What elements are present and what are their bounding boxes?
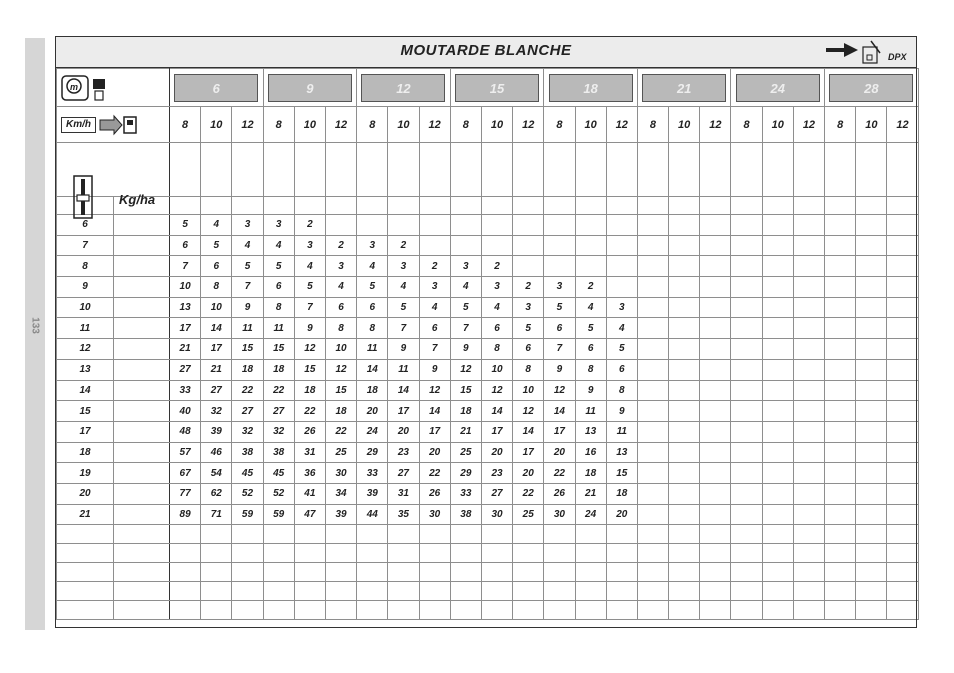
table-cell: 27	[232, 401, 263, 422]
table-cell: 67	[170, 463, 201, 484]
table-cell: 10	[481, 359, 512, 380]
table-cell: 21	[170, 339, 201, 360]
table-cell: 8	[201, 277, 232, 298]
table-cell: 3	[294, 235, 325, 256]
table-cell: 26	[544, 483, 575, 504]
table-cell: 31	[294, 442, 325, 463]
table-cell: 2	[481, 256, 512, 277]
table-cell: 6	[263, 277, 294, 298]
table-cell: 38	[232, 442, 263, 463]
table-cell: 18	[263, 359, 294, 380]
table-cell: 3	[232, 215, 263, 236]
table-cell: 44	[357, 504, 388, 525]
table-cell: 18	[357, 380, 388, 401]
table-cell: 23	[481, 463, 512, 484]
table-cell: 3	[606, 297, 637, 318]
table-cell: 22	[294, 401, 325, 422]
table-cell: 9	[544, 359, 575, 380]
table-cell: 20	[388, 421, 419, 442]
table-cell: 14	[357, 359, 388, 380]
table-cell: 27	[481, 483, 512, 504]
sub-speed-header: 8	[263, 107, 294, 143]
table-cell: 18	[606, 483, 637, 504]
table-cell: 27	[263, 401, 294, 422]
speed-group-label: 15	[455, 74, 539, 102]
row-label: 15	[57, 401, 114, 422]
table-cell: 8	[575, 359, 606, 380]
table-cell: 9	[294, 318, 325, 339]
table-cell: 7	[450, 318, 481, 339]
row-label: 6	[57, 215, 114, 236]
table-cell: 23	[388, 442, 419, 463]
table-cell: 4	[450, 277, 481, 298]
table-cell: 22	[419, 463, 450, 484]
row-label: 18	[57, 442, 114, 463]
row-label: 8	[57, 256, 114, 277]
table-cell: 15	[325, 380, 356, 401]
table-cell: 15	[232, 339, 263, 360]
table-cell: 30	[325, 463, 356, 484]
speed-group-label: 6	[174, 74, 258, 102]
table-cell: 5	[606, 339, 637, 360]
table-cell: 54	[201, 463, 232, 484]
kgha-label: Kg/ha	[119, 191, 156, 207]
sub-speed-header: 10	[856, 107, 887, 143]
table-cell: 32	[232, 421, 263, 442]
table-cell: 20	[357, 401, 388, 422]
sub-speed-header: 8	[544, 107, 575, 143]
table-cell: 3	[325, 256, 356, 277]
table-cell: 5	[388, 297, 419, 318]
sub-speed-header: 8	[357, 107, 388, 143]
table-cell: 29	[357, 442, 388, 463]
table-cell: 5	[201, 235, 232, 256]
table-cell: 24	[575, 504, 606, 525]
table-cell: 3	[544, 277, 575, 298]
sub-speed-header: 12	[887, 107, 918, 143]
sub-speed-header: 10	[481, 107, 512, 143]
sub-speed-header: 12	[325, 107, 356, 143]
table-cell: 8	[606, 380, 637, 401]
sub-speed-header: 8	[825, 107, 856, 143]
table-cell: 17	[388, 401, 419, 422]
table-cell: 21	[201, 359, 232, 380]
table-cell: 5	[357, 277, 388, 298]
table-cell: 4	[357, 256, 388, 277]
speed-group-label: 12	[361, 74, 445, 102]
table-cell: 17	[170, 318, 201, 339]
table-cell: 11	[388, 359, 419, 380]
sub-speed-header: 10	[762, 107, 793, 143]
table-cell: 2	[419, 256, 450, 277]
table-cell: 4	[575, 297, 606, 318]
table-cell: 12	[294, 339, 325, 360]
table-cell: 2	[513, 277, 544, 298]
table-cell: 32	[263, 421, 294, 442]
table-cell: 10	[325, 339, 356, 360]
table-cell: 16	[575, 442, 606, 463]
table-cell: 17	[544, 421, 575, 442]
table-cell: 9	[232, 297, 263, 318]
table-cell: 6	[419, 318, 450, 339]
table-cell: 3	[513, 297, 544, 318]
table-cell: 39	[201, 421, 232, 442]
table-cell: 33	[357, 463, 388, 484]
table-cell: 5	[232, 256, 263, 277]
dpx-label: DPX	[888, 52, 907, 62]
table-cell: 24	[357, 421, 388, 442]
table-cell: 8	[325, 318, 356, 339]
speed-group-label: 24	[736, 74, 820, 102]
table-cell: 7	[419, 339, 450, 360]
table-cell: 46	[201, 442, 232, 463]
table-cell: 5	[575, 318, 606, 339]
row-label: 13	[57, 359, 114, 380]
table-cell: 38	[450, 504, 481, 525]
table-cell: 22	[513, 483, 544, 504]
table-cell: 4	[294, 256, 325, 277]
table-cell: 12	[450, 359, 481, 380]
table-cell: 12	[481, 380, 512, 401]
table-cell: 30	[481, 504, 512, 525]
table-cell: 2	[294, 215, 325, 236]
table-cell: 6	[606, 359, 637, 380]
table-cell: 22	[544, 463, 575, 484]
table-cell: 52	[232, 483, 263, 504]
table-cell: 40	[170, 401, 201, 422]
table-cell: 9	[606, 401, 637, 422]
table-cell: 41	[294, 483, 325, 504]
table-cell: 35	[388, 504, 419, 525]
table-cell: 5	[450, 297, 481, 318]
row-label: 10	[57, 297, 114, 318]
table-cell: 8	[357, 318, 388, 339]
table-cell: 7	[388, 318, 419, 339]
table-cell: 6	[575, 339, 606, 360]
table-cell: 5	[263, 256, 294, 277]
table-cell: 59	[232, 504, 263, 525]
table-cell: 11	[263, 318, 294, 339]
page-number: 133	[29, 317, 41, 334]
table-cell: 12	[513, 401, 544, 422]
table-cell: 27	[388, 463, 419, 484]
table-cell: 20	[419, 442, 450, 463]
sub-speed-header: 10	[201, 107, 232, 143]
table-cell: 6	[170, 235, 201, 256]
table-cell: 45	[232, 463, 263, 484]
table-cell: 7	[294, 297, 325, 318]
row-label: 20	[57, 483, 114, 504]
table-cell: 9	[419, 359, 450, 380]
table-cell: 12	[544, 380, 575, 401]
table-cell: 21	[450, 421, 481, 442]
table-cell: 31	[388, 483, 419, 504]
table-cell: 48	[170, 421, 201, 442]
kmh-label: Km/h	[61, 117, 96, 133]
table-cell: 39	[357, 483, 388, 504]
table-cell: 3	[388, 256, 419, 277]
table-cell: 21	[575, 483, 606, 504]
table-cell: 3	[357, 235, 388, 256]
page-title: MOUTARDE BLANCHE	[400, 42, 572, 59]
table-cell: 9	[388, 339, 419, 360]
row-label: 12	[57, 339, 114, 360]
table-cell: 34	[325, 483, 356, 504]
table-cell: 45	[263, 463, 294, 484]
table-cell: 8	[513, 359, 544, 380]
table-cell: 6	[325, 297, 356, 318]
table-cell: 33	[450, 483, 481, 504]
speed-group-label: 28	[829, 74, 913, 102]
table-cell: 27	[201, 380, 232, 401]
table-cell: 59	[263, 504, 294, 525]
table-cell: 2	[325, 235, 356, 256]
table-cell: 20	[513, 463, 544, 484]
sub-speed-header: 12	[232, 107, 263, 143]
table-cell: 4	[201, 215, 232, 236]
table-cell: 62	[201, 483, 232, 504]
table-cell: 3	[419, 277, 450, 298]
table-cell: 9	[575, 380, 606, 401]
table-cell: 14	[201, 318, 232, 339]
table-cell: 26	[294, 421, 325, 442]
table-cell: 18	[232, 359, 263, 380]
row-label: 21	[57, 504, 114, 525]
table-cell: 18	[450, 401, 481, 422]
table-cell: 3	[481, 277, 512, 298]
table-cell: 22	[325, 421, 356, 442]
table-cell: 4	[481, 297, 512, 318]
table-cell: 71	[201, 504, 232, 525]
row-label: 9	[57, 277, 114, 298]
table-cell: 10	[201, 297, 232, 318]
sub-speed-header: 10	[294, 107, 325, 143]
sub-speed-header: 8	[637, 107, 668, 143]
table-cell: 25	[325, 442, 356, 463]
table-cell: 39	[325, 504, 356, 525]
table-cell: 4	[419, 297, 450, 318]
table-cell: 6	[513, 339, 544, 360]
speed-group-label: 9	[268, 74, 352, 102]
sub-speed-header: 10	[388, 107, 419, 143]
table-cell: 11	[232, 318, 263, 339]
table-cell: 4	[606, 318, 637, 339]
sub-speed-header: 12	[700, 107, 731, 143]
table-cell: 8	[481, 339, 512, 360]
table-cell: 7	[544, 339, 575, 360]
svg-text:m: m	[70, 81, 79, 92]
table-cell: 2	[388, 235, 419, 256]
table-cell: 18	[575, 463, 606, 484]
table-cell: 30	[544, 504, 575, 525]
table-cell: 25	[450, 442, 481, 463]
table-cell: 57	[170, 442, 201, 463]
table-cell: 15	[294, 359, 325, 380]
table-cell: 32	[201, 401, 232, 422]
table-cell: 25	[513, 504, 544, 525]
row-label: 11	[57, 318, 114, 339]
table-cell: 12	[419, 380, 450, 401]
table-cell: 89	[170, 504, 201, 525]
table-cell: 17	[513, 442, 544, 463]
table-cell: 5	[544, 297, 575, 318]
table-cell: 14	[388, 380, 419, 401]
table-cell: 7	[170, 256, 201, 277]
table-cell: 8	[263, 297, 294, 318]
table-cell: 12	[325, 359, 356, 380]
table-cell: 30	[419, 504, 450, 525]
table-cell: 17	[419, 421, 450, 442]
table-cell: 22	[232, 380, 263, 401]
table-cell: 14	[513, 421, 544, 442]
sub-speed-header: 8	[450, 107, 481, 143]
table-cell: 17	[481, 421, 512, 442]
sub-speed-header: 12	[513, 107, 544, 143]
table-cell: 10	[513, 380, 544, 401]
table-cell: 38	[263, 442, 294, 463]
speed-group-label: 21	[642, 74, 726, 102]
table-cell: 4	[388, 277, 419, 298]
table-cell: 2	[575, 277, 606, 298]
table-cell: 77	[170, 483, 201, 504]
table-frame	[55, 36, 917, 628]
table-cell: 14	[419, 401, 450, 422]
table-cell: 4	[263, 235, 294, 256]
table-cell: 47	[294, 504, 325, 525]
table-cell: 9	[450, 339, 481, 360]
table-cell: 14	[481, 401, 512, 422]
table-cell: 4	[325, 277, 356, 298]
table-cell: 33	[170, 380, 201, 401]
table-cell: 5	[513, 318, 544, 339]
sub-speed-header: 10	[575, 107, 606, 143]
table-cell: 15	[450, 380, 481, 401]
table-cell: 15	[263, 339, 294, 360]
table-cell: 10	[170, 277, 201, 298]
table-cell: 6	[544, 318, 575, 339]
table-cell: 13	[606, 442, 637, 463]
table-cell: 6	[481, 318, 512, 339]
sub-speed-header: 12	[606, 107, 637, 143]
table-cell: 3	[263, 215, 294, 236]
table-cell: 36	[294, 463, 325, 484]
table-cell: 13	[170, 297, 201, 318]
sub-speed-header: 12	[419, 107, 450, 143]
sub-speed-header: 12	[793, 107, 824, 143]
table-cell: 22	[263, 380, 294, 401]
table-cell: 11	[357, 339, 388, 360]
table-cell: 27	[170, 359, 201, 380]
table-cell: 7	[232, 277, 263, 298]
table-cell: 6	[201, 256, 232, 277]
table-cell: 4	[232, 235, 263, 256]
table-cell: 17	[201, 339, 232, 360]
table-cell: 5	[294, 277, 325, 298]
table-cell: 52	[263, 483, 294, 504]
table-cell: 20	[544, 442, 575, 463]
row-label: 17	[57, 421, 114, 442]
sub-speed-header: 8	[731, 107, 762, 143]
row-label: 14	[57, 380, 114, 401]
table-cell: 20	[481, 442, 512, 463]
table-cell: 5	[170, 215, 201, 236]
sub-speed-header: 10	[669, 107, 700, 143]
table-cell: 15	[606, 463, 637, 484]
table-cell: 11	[606, 421, 637, 442]
table-cell: 14	[544, 401, 575, 422]
table-cell: 13	[575, 421, 606, 442]
table-cell: 18	[294, 380, 325, 401]
speed-group-label: 18	[549, 74, 633, 102]
sub-speed-header: 8	[170, 107, 201, 143]
row-label: 19	[57, 463, 114, 484]
table-cell: 18	[325, 401, 356, 422]
table-cell: 6	[357, 297, 388, 318]
row-label: 7	[57, 235, 114, 256]
table-cell: 11	[575, 401, 606, 422]
table-cell: 26	[419, 483, 450, 504]
table-cell: 20	[606, 504, 637, 525]
table-cell: 29	[450, 463, 481, 484]
table-cell: 3	[450, 256, 481, 277]
